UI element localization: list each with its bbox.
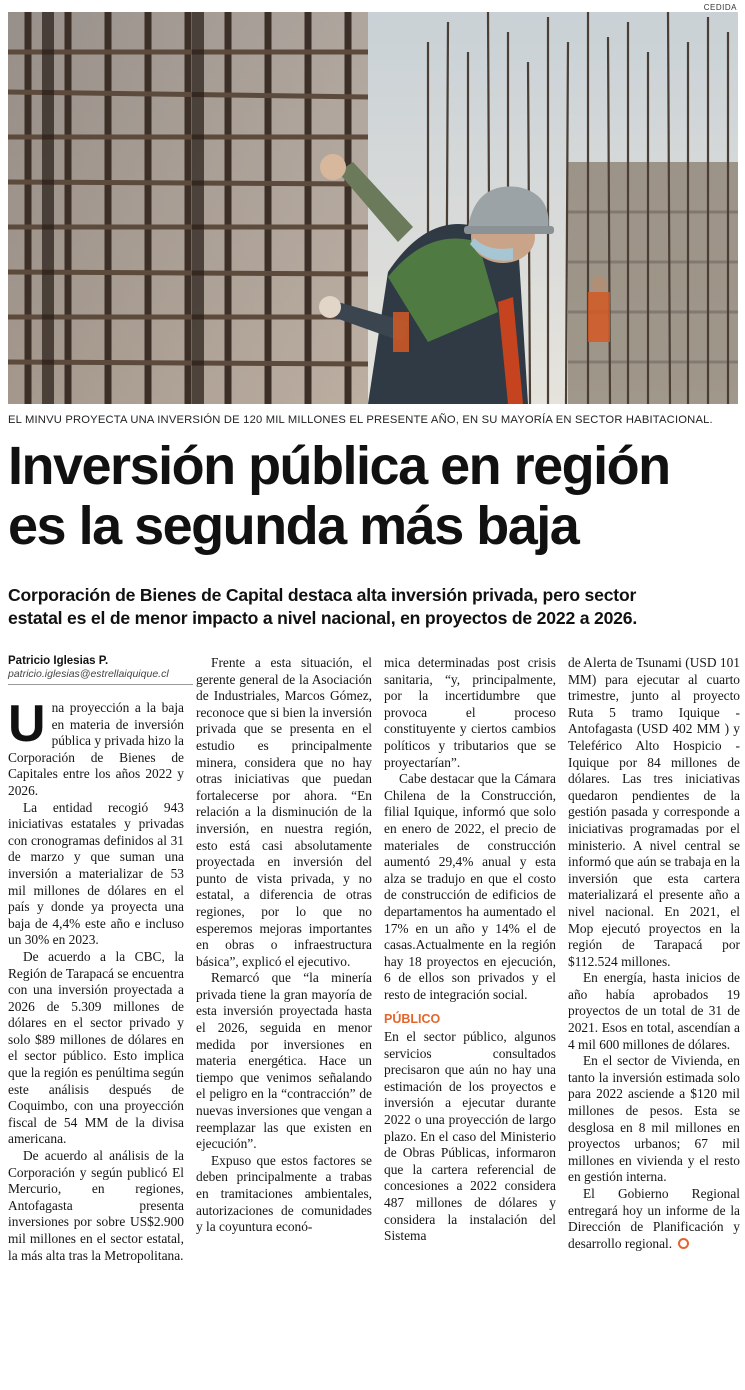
paragraph: de Alerta de Tsunami (USD 101 MM) para ejecutar al cuarto trimestre, junto al proyecto Ruta 5 tramo Iquique - Antofagasta (USD 402 MM ) y Teleférico Alto Hospicio - Iquique por 84 millones de dólares. Las tres iniciativas quedaron pendientes de la gestión pasada y corresponde a iniciativas programadas por el ministerio. A nivel central se informó que aún se trabaja en la inversión que esta cartera materializará el presente año a nivel nacional. En 2021, el Mop ejecutó proyectos en la región de Tarapacá por $112.524 millones. xyxy=(568,655,740,969)
paragraph: De acuerdo al análisis de la Corporación y según publicó El Mercurio, en regiones, Antofagasta presenta inversiones por sobre US$2.900 mil millones en el sector estatal, la más alta tras la Metropolitana. xyxy=(8,1148,184,1263)
paragraph: Remarcó que “la minería privada tiene la gran mayoría de esta inversión proyectada hasta el 2026, seguida en menor medida por inversiones en materia energética. Hace un tiempo que venimos señalando el peligro en la “contracción” de nuevas inversiones que vengan a reemplazar las que existen en ejecución”. xyxy=(196,970,372,1152)
paragraph xyxy=(8,695,184,800)
headline-line-1: Inversión pública en región xyxy=(8,436,670,496)
paragraph: En energía, hasta inicios de año había aprobados 19 proyectos de un total de 31 de 2021. Esos en total, ascendían a 4 mil 600 millones de dólares. xyxy=(568,970,740,1052)
author-name: Patricio Iglesias P. xyxy=(8,655,109,667)
headline-line-2: es la segunda más baja xyxy=(8,496,579,556)
byline xyxy=(8,655,198,685)
paragraph: La entidad recogió 943 iniciativas estatales y privadas con cronogramas definidos al 31 de marzo y que suman una inversión a materializar de 53 mil millones de dólares en el país y donde ya proyecta una baja de 4,4% este año e incluso un 30% en 2023. xyxy=(8,799,184,948)
headline xyxy=(8,436,743,556)
paragraph: mica determinadas post crisis sanitaria, “y, principalmente, por la incertidumbre que provoca el proceso constituyente y ciertos cambios políticos y tributarios que se proyectarían”. xyxy=(384,655,556,770)
byline-divider xyxy=(8,684,193,685)
paragraph-text: El Gobierno Regional entregará hoy un informe de la Dirección de Planificación y desarrollo regional. xyxy=(568,1186,740,1251)
paragraph: Cabe destacar que la Cámara Chilena de la Construcción, filial Iquique, informó que solo en enero de 2022, el precio de materiales de construcción aumentó 29,4% anual y esta alza se tradujo en que el costo de construcción de edificios de departamentos ha aumentado el 17% en un año y 14% el de casas.Actualmente en la región hay 18 proyectos en ejecución, 6 de ellos son privados y el resto de integración social. xyxy=(384,771,556,1002)
author-email: patricio.iglesias@estrellaiquique.cl xyxy=(8,668,169,680)
paragraph: En el sector de Vivienda, en tanto la inversión estimada solo para 2022 asciende a $120 mil millones de pesos. Esta se desglosa en 8 mil millones en proyectos urbanos; 67 mil millones en vivienda y el resto en gestión interna. xyxy=(568,1053,740,1185)
paragraph xyxy=(568,1186,740,1252)
construction-photo-illustration xyxy=(8,12,738,404)
paragraph: Expuso que estos factores se deben principalmente a trabas en tramitaciones ambientales, autorizaciones de comunidades y la coyuntura econó- xyxy=(196,1152,372,1235)
article-column-1 xyxy=(8,695,184,1264)
paragraph: De acuerdo a la CBC, la Región de Tarapacá se encuentra con una inversión proyectada a 2026 de 5.309 millones de dólares en el sector privado y solo $89 millones de dólares en el sector público. Esto implica que la región es penúltima según este análisis después de Coquimbo, con una proyección fiscal de 54 MM de la divisa americana. xyxy=(8,948,184,1147)
photo-caption: EL MINVU PROYECTA UNA INVERSIÓN DE 120 MIL MILLONES EL PRESENTE AÑO, EN SU MAYORÍA EN SECTOR HABITACIONAL. xyxy=(8,414,713,426)
paragraph: En el sector público, algunos servicios consultados precisaron que aún no hay una estimación de los proyectos e inversión a ejecutar durante 2022 o una proyección de largo plazo. En el caso del Ministerio de Obras Públicas, informaron que la cartera referencial de concesiones a 2022 considera 487 millones de dólares y considera la instalación del Sistema xyxy=(384,1029,556,1244)
paragraph: Frente a esta situación, el gerente general de la Asociación de Industriales, Marcos Gómez, reconoce que si bien la inversión privada que se presenta en el estudio es principalmente minera, considera que no hay otras iniciativas que puedan fortalecerse por ahora. “En relación a la disminución de la inversión, en nuestra región, esto está casi absolutamente proyectada en inversión del punto de vista privada, y no estatal, a diferencia de otras regiones, por lo que no esperemos mejoras importantes en obras o infraestructura básica”, explicó el ejecutivo. xyxy=(196,655,372,969)
rebar-mesh-icon xyxy=(8,12,368,404)
article-column-3 xyxy=(384,655,556,1245)
section-heading: PÚBLICO xyxy=(384,1012,441,1027)
subheadline-line-2: estatal es el de menor impacto a nivel nacional, en proyectos de 2022 a 2026. xyxy=(8,608,638,628)
subheadline-line-1: Corporación de Bienes de Capital destaca alta inversión privada, pero sector xyxy=(8,585,637,605)
article-column-4 xyxy=(568,655,740,1252)
photo-credit: CEDIDA xyxy=(703,3,737,12)
article-column-2 xyxy=(196,655,372,1236)
article-photo xyxy=(8,12,738,404)
subheadline xyxy=(8,584,743,630)
end-of-article-icon xyxy=(678,1238,689,1249)
paragraph-text: na proyección a la baja en materia de inversión pública y privada hizo la Corporación de Bienes de Capitales entre los años 2022 y 2026. xyxy=(8,700,184,798)
drop-cap: U xyxy=(8,695,46,753)
